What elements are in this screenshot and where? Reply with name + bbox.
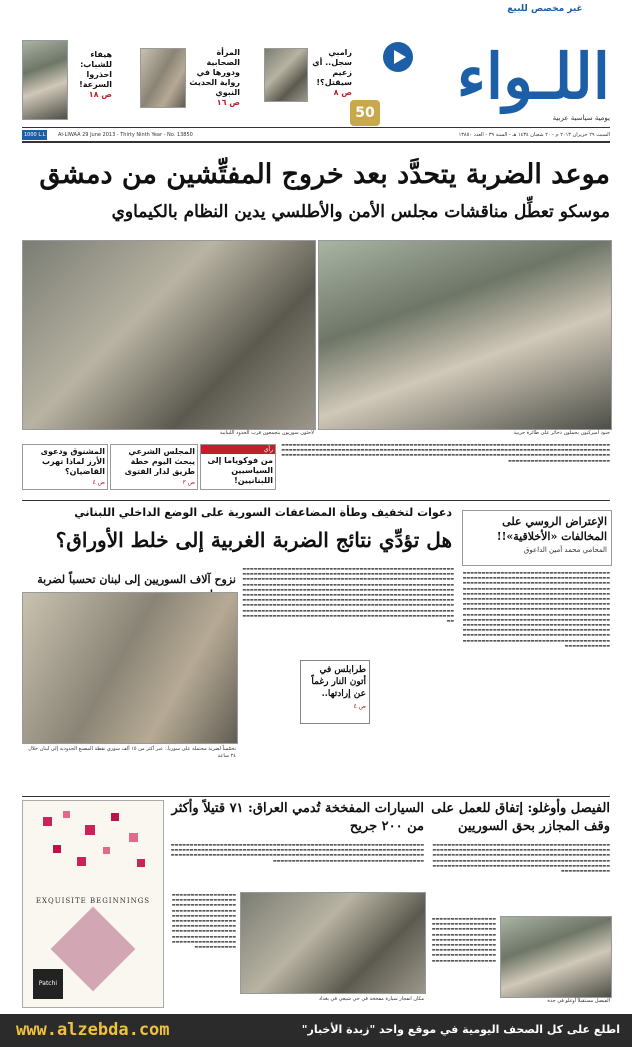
teaser-2-text: المرأة الصحابية ودورها في رواية الحديث النبوي: [189, 48, 240, 97]
refugees-headline[interactable]: نزوح آلاف السوريين إلى لبنان تحسباً لضربة: [37, 573, 236, 586]
date-line: [22, 130, 610, 140]
tagline: يومية سياسية عربية: [552, 114, 610, 122]
ad-gift-box: [51, 907, 136, 992]
ad-text: EXQUISITE BEGINNINGS: [35, 897, 151, 905]
footer-banner[interactable]: [0, 1014, 632, 1047]
bottom-story2-text: ▬▬▬▬▬▬▬▬▬▬▬▬▬▬▬▬▬▬▬▬▬▬▬▬▬▬▬▬▬▬▬▬▬▬▬▬▬▬▬▬▬▬▬▬▬▬▬▬▬▬▬▬▬▬▬▬▬▬▬▬▬▬▬▬▬▬▬▬▬▬▬▬▬▬▬▬▬▬▬▬▬▬▬▬▬▬▬▬▬▬▬▬▬▬▬▬▬▬▬▬▬▬▬▬▬▬▬▬▬▬▬▬▬▬▬▬▬▬▬▬▬▬▬▬▬▬▬▬▬▬▬▬▬▬▬▬▬▬▬▬▬▬▬▬▬▬▬▬▬▬▬▬▬▬▬▬▬▬▬▬▬▬▬▬▬▬▬▬▬▬▬▬▬▬▬▬▬▬▬▬▬▬▬▬▬▬▬▬▬▬▬▬▬▬▬▬▬▬▬▬▬▬▬▬▬▬▬▬▬▬▬▬▬▬▬▬▬▬▬▬▬▬▬▬▬▬▬▬▬▬▬▬▬▬▬▬▬▬▬▬▬: [170, 842, 424, 863]
teaser-1[interactable]: [308, 48, 352, 98]
side-box-mashnouk[interactable]: [22, 444, 108, 490]
opinion-title: الإعتراض الروسي على المخالفات «الأخلاقية»!!: [496, 515, 607, 543]
bottom-rule: [22, 796, 610, 797]
side-box-opinion[interactable]: [200, 444, 276, 490]
lead-subheadline[interactable]: موسكو تعطِّل مناقشات مجلس الأمن والأطلسي يدين النظام بالكيماوي: [111, 202, 610, 222]
side-box-mashnouk-title: المشنوق ودعوى الأرز لماذا تهرب القاضيان؟: [40, 447, 105, 476]
ad-confetti: [33, 807, 153, 877]
opinion-box[interactable]: [462, 510, 612, 566]
teaser-3-text: هيفاء للشباب: احذروا السرعة!: [79, 50, 112, 89]
side-box-opinion-label: رأي: [201, 445, 275, 454]
lead-caption-left: لاجئون سوريون يتجمعون قرب الحدود اللبنانية: [219, 430, 314, 436]
not-for-sale-note: غير مخصص للبيع: [507, 4, 583, 14]
teaser-photo-football: [264, 48, 306, 100]
side-box-mashnouk-page: ص ٤: [92, 479, 105, 486]
refugees-caption: تحمّساً لضربة محتملة على سوريا.. عبر أكثر من ١٥ ألف سوري نقطة المصنع الحدودية إلى لبنان خلال ٢٤ ساعة: [28, 746, 236, 759]
lead-body-text: ▬▬▬▬▬▬▬▬▬▬▬▬▬▬▬▬▬▬▬▬▬▬▬▬▬▬▬▬▬▬▬▬▬▬▬▬▬▬▬▬▬▬▬▬▬▬▬▬▬▬▬▬▬▬▬▬▬▬▬▬▬▬▬▬▬▬▬▬▬▬▬▬▬▬▬▬▬▬▬▬▬▬▬▬▬▬▬▬▬▬▬▬▬▬▬▬▬▬▬▬▬▬▬▬▬▬▬▬▬▬▬▬▬▬▬▬▬▬▬▬▬▬▬▬▬▬▬▬▬▬▬▬▬▬▬▬▬▬▬▬▬▬▬▬▬▬▬▬▬▬▬▬▬▬▬▬▬▬▬▬▬▬▬▬▬▬▬▬▬▬▬▬▬▬▬▬▬▬▬▬▬▬▬▬▬▬▬▬▬▬▬▬▬▬▬▬▬▬▬▬▬▬▬▬▬▬▬▬▬▬▬▬▬▬▬▬▬▬▬▬▬▬▬▬▬▬▬▬▬▬▬▬▬▬▬▬▬▬▬▬▬▬▬▬▬▬▬▬▬▬▬▬▬▬▬▬▬▬▬▬▬▬▬▬▬▬▬▬▬▬▬▬▬▬▬▬▬▬▬▬▬▬▬▬▬▬▬▬: [281, 442, 610, 463]
logo-play-icon: [383, 42, 413, 72]
teaser-2[interactable]: [188, 48, 240, 108]
teaser-3-page: ص ١٨: [88, 90, 112, 99]
bottom-photo-faisal: [500, 916, 612, 998]
bottom-story2-text2: ▬▬▬▬▬▬▬▬▬▬▬▬▬▬▬▬▬▬▬▬▬▬▬▬▬▬▬▬▬▬▬▬▬▬▬▬▬▬▬▬▬▬▬▬▬▬▬▬▬▬▬▬▬▬▬▬▬▬▬▬▬▬▬▬▬▬▬▬▬▬▬▬▬▬▬▬▬▬▬▬▬▬▬▬▬▬▬▬▬▬▬▬▬▬▬▬▬▬▬▬▬▬▬▬▬▬▬▬▬▬▬▬▬▬▬▬▬▬▬▬▬▬▬▬▬▬▬▬▬▬▬▬▬▬▬▬▬▬▬▬▬▬▬▬▬▬▬▬▬▬▬▬▬▬▬▬▬▬▬▬▬▬▬▬▬▬▬▬▬▬▬▬▬▬▬▬▬▬▬▬▬: [171, 892, 236, 950]
teaser-3[interactable]: [68, 50, 112, 100]
opinion-body-text: ▬▬▬▬▬▬▬▬▬▬▬▬▬▬▬▬▬▬▬▬▬▬▬▬▬▬▬▬▬▬▬▬▬▬▬▬▬▬▬▬▬▬▬▬▬▬▬▬▬▬▬▬▬▬▬▬▬▬▬▬▬▬▬▬▬▬▬▬▬▬▬▬▬▬▬▬▬▬▬▬▬▬▬▬▬▬▬▬▬▬▬▬▬▬▬▬▬▬▬▬▬▬▬▬▬▬▬▬▬▬▬▬▬▬▬▬▬▬▬▬▬▬▬▬▬▬▬▬▬▬▬▬▬▬▬▬▬▬▬▬▬▬▬▬▬▬▬▬▬▬▬▬▬▬▬▬▬▬▬▬▬▬▬▬▬▬▬▬▬▬▬▬▬▬▬▬▬▬▬▬▬▬▬▬▬▬▬▬▬▬▬▬▬▬▬▬▬▬▬▬▬▬▬▬▬▬▬▬▬▬▬▬▬▬▬▬▬▬▬▬▬▬▬▬▬▬▬▬▬▬▬▬▬▬▬▬▬▬▬▬▬▬▬▬▬▬▬▬▬▬▬▬▬▬▬▬▬▬▬▬▬▬▬▬▬▬▬▬▬▬▬▬▬▬▬▬▬▬▬▬▬▬▬▬▬▬▬▬▬▬▬▬▬▬▬▬▬▬▬▬▬▬▬▬▬▬▬▬▬▬▬▬▬▬▬▬▬▬▬▬▬▬▬▬▬▬▬▬▬▬▬▬▬▬▬▬▬▬▬▬▬▬▬▬▬▬▬▬▬▬▬▬▬▬▬▬▬▬▬▬▬▬▬▬▬▬▬▬▬▬▬▬▬▬▬▬▬▬▬▬▬▬▬▬▬▬▬▬▬▬▬▬▬▬▬▬▬▬▬▬▬▬▬▬▬▬▬▬▬▬▬▬▬▬▬▬▬▬▬▬▬▬▬▬▬▬▬▬▬▬▬▬▬▬▬▬▬▬▬▬▬▬▬▬▬▬▬▬▬▬▬▬▬▬▬▬▬▬▬▬▬▬▬▬▬▬▬▬▬▬▬▬▬▬▬▬▬▬▬▬▬▬▬▬▬▬▬▬▬▬▬▬▬▬▬▬▬▬▬▬▬▬▬▬▬▬▬▬▬▬▬▬▬▬▬▬▬▬▬▬▬▬▬▬▬▬▬▬▬▬▬▬▬▬▬▬▬▬▬▬▬▬▬▬▬▬▬▬▬▬▬▬▬▬▬▬▬▬: [462, 570, 610, 648]
side-box-council[interactable]: [110, 444, 198, 490]
lead-photo-soldiers: [318, 240, 612, 430]
bottom-photo-baghdad: [240, 892, 426, 994]
bottom-story1-text: ▬▬▬▬▬▬▬▬▬▬▬▬▬▬▬▬▬▬▬▬▬▬▬▬▬▬▬▬▬▬▬▬▬▬▬▬▬▬▬▬▬▬▬▬▬▬▬▬▬▬▬▬▬▬▬▬▬▬▬▬▬▬▬▬▬▬▬▬▬▬▬▬▬▬▬▬▬▬▬▬▬▬▬▬▬▬▬▬▬▬▬▬▬▬▬▬▬▬▬▬▬▬▬▬▬▬▬▬▬▬▬▬▬▬▬▬▬▬▬▬▬▬▬▬▬▬▬▬▬▬▬▬▬▬▬▬▬▬▬▬▬▬▬▬▬▬▬▬▬▬▬▬▬▬▬▬▬▬▬▬▬▬▬▬▬▬▬▬▬▬▬▬▬▬▬▬▬▬▬▬▬▬▬▬▬▬▬▬▬▬▬▬▬▬▬▬▬▬▬▬▬▬▬▬▬▬▬▬▬▬▬▬▬▬▬▬▬▬▬▬▬▬▬▬▬▬▬▬▬▬▬▬▬▬▬▬▬▬▬▬▬▬▬▬▬▬▬▬: [432, 842, 610, 874]
second-headline[interactable]: هل تؤدِّي نتائج الضربة الغربية إلى خلط الأوراق؟: [55, 528, 452, 552]
anniversary-badge: 50: [350, 100, 380, 126]
ad-brand: Patchi: [33, 969, 63, 999]
lead-photo-refugees: [22, 240, 316, 430]
teaser-photo-singer: [22, 40, 66, 118]
teaser-1-page: ص ٨: [333, 88, 352, 97]
opinion-author: المحامي محمد أمين الداعوق: [523, 546, 607, 554]
second-body-text: ▬▬▬▬▬▬▬▬▬▬▬▬▬▬▬▬▬▬▬▬▬▬▬▬▬▬▬▬▬▬▬▬▬▬▬▬▬▬▬▬▬▬▬▬▬▬▬▬▬▬▬▬▬▬▬▬▬▬▬▬▬▬▬▬▬▬▬▬▬▬▬▬▬▬▬▬▬▬▬▬▬▬▬▬▬▬▬▬▬▬▬▬▬▬▬▬▬▬▬▬▬▬▬▬▬▬▬▬▬▬▬▬▬▬▬▬▬▬▬▬▬▬▬▬▬▬▬▬▬▬▬▬▬▬▬▬▬▬▬▬▬▬▬▬▬▬▬▬▬▬▬▬▬▬▬▬▬▬▬▬▬▬▬▬▬▬▬▬▬▬▬▬▬▬▬▬▬▬▬▬▬▬▬▬▬▬▬▬▬▬▬▬▬▬▬▬▬▬▬▬▬▬▬▬▬▬▬▬▬▬▬▬▬▬▬▬▬▬▬▬▬▬▬▬▬▬▬▬▬▬▬▬▬▬▬▬▬▬▬▬▬▬▬▬▬▬▬▬▬▬▬▬▬▬▬▬▬▬▬▬▬▬▬▬▬▬▬▬▬▬▬▬▬▬▬▬▬▬▬▬▬▬▬▬▬▬▬▬▬▬▬▬▬▬▬▬▬▬▬▬▬▬▬▬▬▬▬▬▬▬▬▬▬▬▬▬▬▬▬▬▬▬▬▬▬▬▬▬▬▬▬▬▬▬▬▬▬▬▬▬▬▬▬▬▬▬▬▬▬▬▬▬▬▬▬▬▬▬▬▬▬▬▬▬▬▬▬▬▬▬▬▬▬▬▬▬▬▬▬▬▬▬▬▬▬▬▬▬▬▬▬▬▬▬▬▬▬▬▬▬▬▬▬▬▬▬▬▬▬▬▬▬▬▬▬▬▬▬▬▬▬▬▬▬▬▬▬▬▬▬▬▬▬▬▬▬▬▬▬▬▬▬▬▬▬▬▬▬▬▬▬▬▬▬▬▬▬▬▬▬▬▬▬▬▬▬▬▬▬▬▬▬▬▬▬▬▬▬▬▬▬▬▬▬▬▬▬▬▬▬▬▬▬▬▬▬▬▬▬▬▬▬▬▬▬▬▬▬▬▬▬▬▬▬▬▬▬▬▬▬▬▬▬▬▬▬▬▬▬▬▬▬▬▬▬▬▬▬▬▬▬▬▬▬▬▬▬▬▬▬▬▬▬▬▬▬▬▬▬▬▬▬: [242, 566, 454, 624]
masthead-logo: [375, 40, 610, 125]
logo-text: اللـواء: [456, 40, 610, 113]
bottom-caption1: الفيصل مستقبلاً أوغلو في جدة: [547, 998, 610, 1004]
inset-quote-box[interactable]: [300, 660, 370, 724]
masthead-rule: [22, 127, 610, 128]
side-box-council-title: المجلس الشرعي يبحث اليوم خطة طريق لدار الفتوى: [124, 447, 195, 476]
refugees-photo: [22, 592, 238, 744]
teaser-1-text: رامبي سجل.. أي زعيم سيقتل؟!: [312, 48, 352, 87]
inset-quote-page: ص ٤: [353, 703, 366, 710]
date-line-ar: السبت ٢٩ حزيران ٢٠١٣ م - ٢٠ شعبان ١٤٣٤ هـ - السنة ٣٩ - العدد ١٣٨٥٠: [458, 132, 610, 138]
bottom-story1-headline[interactable]: الفيصل وأوغلو: إتفاق للعمل على وقف المجازر بحق السوريين: [431, 801, 610, 834]
side-box-council-page: ص ٣: [182, 479, 195, 486]
lead-headline[interactable]: موعد الضربة يتحدَّد بعد خروج المفتِّشين من دمشق: [39, 159, 610, 190]
footer-promo: اطلع على كل الصحف اليومية في موقع واحد "زبدة الأخبار": [301, 1023, 620, 1036]
bottom-story2-headline[interactable]: السيارات المفخخة تُدمي العراق: ٧١ قتيلاً وأكثر من ٢٠٠ جريح: [171, 801, 424, 834]
footer-site[interactable]: www.alzebda.com: [16, 1020, 170, 1040]
bottom-caption2: مكان انفجار سيارة مفخخة في حي شيعي في بغداد: [318, 996, 424, 1002]
inset-quote-text: طرابلس في أتون النار رغماً عن إرادتها..: [311, 665, 366, 699]
teaser-book-cover: [140, 48, 184, 106]
side-box-opinion-title: من فوكوياما إلى السياسيين اللبنانيين!: [207, 456, 273, 485]
patchi-ad[interactable]: [22, 800, 164, 1008]
teaser-2-page: ص ١٦: [216, 98, 240, 107]
price-tag: 1000 L.L: [24, 132, 46, 138]
date-line-en: Al-LIWAA 29 June 2013 - Thirty Ninth Year - No. 13850: [58, 132, 193, 138]
second-kicker[interactable]: دعوات لتخفيف وطأة المضاعفات السورية على الوضع الداخلي اللبناني: [74, 506, 452, 519]
lead-caption-right: جنود أميركيون يحملون ذخائر على طائرة حربية: [513, 430, 610, 436]
bottom-story1-text2: ▬▬▬▬▬▬▬▬▬▬▬▬▬▬▬▬▬▬▬▬▬▬▬▬▬▬▬▬▬▬▬▬▬▬▬▬▬▬▬▬▬▬▬▬▬▬▬▬▬▬▬▬▬▬▬▬▬▬▬▬▬▬▬▬▬▬▬▬▬▬▬▬▬▬▬▬▬▬▬▬▬▬▬▬▬▬▬▬▬▬▬▬▬▬▬▬▬▬▬▬▬▬▬▬▬▬▬▬▬▬▬▬▬▬▬▬▬▬▬▬▬▬▬▬▬▬▬▬▬▬▬▬▬▬▬▬▬▬▬▬▬▬▬▬▬▬▬▬▬▬▬▬▬: [431, 916, 496, 963]
date-rule: [22, 141, 610, 143]
section-rule: [22, 500, 610, 501]
